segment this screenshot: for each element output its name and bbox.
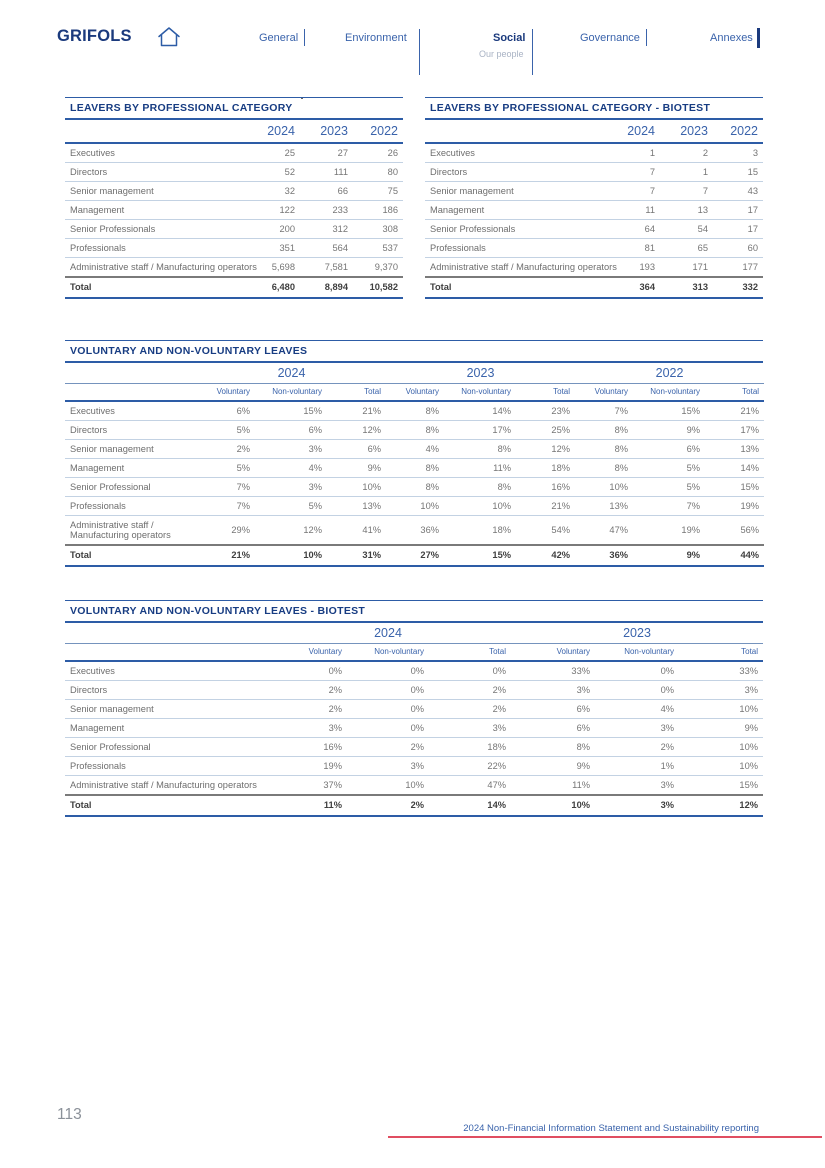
cell-value: 8% [575, 459, 633, 478]
cell-value: 364 [610, 277, 660, 298]
table-row [65, 421, 764, 440]
cell-value: 9% [679, 719, 763, 738]
year-header: 2024 [265, 623, 511, 644]
row-label: Administrative staff / Manufacturing operators [65, 516, 197, 546]
subheader-total: Total [679, 644, 763, 662]
row-label: Senior Professional [65, 738, 265, 757]
cell-value: 8% [444, 440, 516, 459]
cell-value: 60 [713, 239, 763, 258]
row-label: Senior management [425, 182, 610, 201]
cell-value: 0% [595, 681, 679, 700]
table-row [65, 776, 763, 796]
subheader-total: Total [327, 384, 386, 402]
cell-value: 2% [197, 440, 255, 459]
cell-value: 8% [386, 401, 444, 421]
cell-value: 3 [713, 143, 763, 163]
cell-value: 2% [347, 795, 429, 816]
table-row [425, 163, 763, 182]
leavers_biotest-table [425, 120, 763, 299]
table-title: LEAVERS BY PROFESSIONAL CATEGORY - BIOTEST [425, 97, 763, 120]
cell-value: 4% [595, 700, 679, 719]
leavers-table [65, 120, 403, 299]
cell-value: 26 [353, 143, 403, 163]
row-label: Professionals [425, 239, 610, 258]
cell-value: 308 [353, 220, 403, 239]
total-row [65, 277, 403, 298]
table-title: LEAVERS BY PROFESSIONAL CATEGORY [65, 97, 403, 120]
cell-value: 17 [713, 201, 763, 220]
cell-value: 7% [197, 497, 255, 516]
voluntary-table [65, 363, 764, 567]
cell-value: 13% [327, 497, 386, 516]
cell-value: 8% [511, 738, 595, 757]
row-label: Directors [425, 163, 610, 182]
cell-value: 31% [327, 545, 386, 566]
subheader-spacer [65, 384, 197, 402]
year-header: 2023 [300, 120, 353, 143]
cell-value: 3% [511, 681, 595, 700]
cell-value: 11% [511, 776, 595, 796]
subheader-total: Total [429, 644, 511, 662]
cell-value: 10% [255, 545, 327, 566]
cell-value: 42% [516, 545, 575, 566]
row-label: Directors [65, 681, 265, 700]
cell-value: 14% [705, 459, 764, 478]
grifols-logo: GRIFOLS [57, 27, 132, 45]
table-row [65, 182, 403, 201]
cell-value: 80 [353, 163, 403, 182]
cell-value: 65 [660, 239, 713, 258]
subheader-total: Total [516, 384, 575, 402]
cell-value: 16% [516, 478, 575, 497]
cell-value: 1% [595, 757, 679, 776]
cell-value: 3% [265, 719, 347, 738]
nav-item-environment[interactable]: Environment [345, 32, 407, 44]
table-row [65, 757, 763, 776]
year-header: 2022 [353, 120, 403, 143]
cell-value: 12% [516, 440, 575, 459]
table-row [425, 258, 763, 278]
cell-value: 10% [679, 757, 763, 776]
table-row [65, 738, 763, 757]
year-header: 2023 [511, 623, 763, 644]
cell-value: 5% [197, 421, 255, 440]
subheader-voluntary: Voluntary [575, 384, 633, 402]
cell-value: 6% [255, 421, 327, 440]
cell-value: 36% [575, 545, 633, 566]
cell-value: 186 [353, 201, 403, 220]
subheader-row [65, 644, 763, 662]
cell-value: 0% [595, 661, 679, 681]
row-label: Executives [65, 401, 197, 421]
row-label: Executives [65, 143, 250, 163]
subheader-total: Total [705, 384, 764, 402]
row-label: Management [65, 201, 250, 220]
nav-item-governance[interactable]: Governance [580, 32, 640, 44]
cell-value: 19% [633, 516, 705, 546]
subheader-voluntary: Voluntary [265, 644, 347, 662]
cell-value: 5% [255, 497, 327, 516]
cell-value: 15% [633, 401, 705, 421]
cell-value: 17% [444, 421, 516, 440]
cell-value: 111 [300, 163, 353, 182]
row-label: Executives [65, 661, 265, 681]
cell-value: 15% [679, 776, 763, 796]
cell-value: 37% [265, 776, 347, 796]
cell-value: 81 [610, 239, 660, 258]
page-number: 113 [57, 1106, 82, 1123]
cell-value: 10% [386, 497, 444, 516]
years-row [65, 363, 764, 384]
year-header: 2023 [386, 363, 575, 384]
cell-value: 11 [610, 201, 660, 220]
cell-value: 13 [660, 201, 713, 220]
nav-item-annexes[interactable]: Annexes [710, 32, 753, 44]
cell-value: 2% [429, 700, 511, 719]
cell-value: 64 [610, 220, 660, 239]
cell-value: 3% [347, 757, 429, 776]
row-label: Total [65, 545, 197, 566]
table-voluntary-and-non-voluntary-leaves [65, 340, 763, 567]
cell-value: 27% [386, 545, 444, 566]
cell-value: 5% [633, 459, 705, 478]
table-row [65, 700, 763, 719]
table-voluntary-and-non-voluntary-leaves-biotest [65, 600, 763, 817]
table-row [65, 201, 403, 220]
row-label: Senior management [65, 182, 250, 201]
cell-value: 5% [633, 478, 705, 497]
cell-value: 41% [327, 516, 386, 546]
years-row [425, 120, 763, 143]
year-header: 2024 [197, 363, 386, 384]
year-header: 2022 [575, 363, 764, 384]
home-icon[interactable] [156, 25, 182, 49]
cell-value: 3% [429, 719, 511, 738]
nav-separator [304, 29, 305, 46]
cell-value: 43 [713, 182, 763, 201]
row-label: Senior management [65, 700, 265, 719]
cell-value: 6,480 [250, 277, 300, 298]
year-header: 2024 [250, 120, 300, 143]
cell-value: 6% [511, 719, 595, 738]
year-spacer [65, 363, 197, 384]
cell-value: 36% [386, 516, 444, 546]
cell-value: 52 [250, 163, 300, 182]
cell-value: 56% [705, 516, 764, 546]
cell-value: 12% [255, 516, 327, 546]
subheader-row [65, 384, 764, 402]
cell-value: 27 [300, 143, 353, 163]
cell-value: 18% [444, 516, 516, 546]
table-row [65, 459, 764, 478]
cell-value: 54% [516, 516, 575, 546]
cell-value: 3% [595, 795, 679, 816]
cell-value: 9% [511, 757, 595, 776]
cell-value: 10% [679, 700, 763, 719]
row-label: Total [65, 795, 265, 816]
cell-value: 29% [197, 516, 255, 546]
cell-value: 66 [300, 182, 353, 201]
row-label: Management [65, 719, 265, 738]
cell-value: 13% [575, 497, 633, 516]
subheader-non-voluntary: Non-voluntary [595, 644, 679, 662]
cell-value: 2 [660, 143, 713, 163]
row-label: Senior Professionals [425, 220, 610, 239]
cell-value: 200 [250, 220, 300, 239]
years-row [65, 623, 763, 644]
row-label: Administrative staff / Manufacturing operators [65, 776, 265, 796]
cell-value: 9,370 [353, 258, 403, 278]
cell-value: 19% [265, 757, 347, 776]
row-label: Total [425, 277, 610, 298]
cell-value: 25% [516, 421, 575, 440]
cell-value: 10% [444, 497, 516, 516]
cell-value: 4% [255, 459, 327, 478]
row-label: Professionals [65, 239, 250, 258]
cell-value: 8,894 [300, 277, 353, 298]
cell-value: 44% [705, 545, 764, 566]
table-leavers-by-professional-category-biotest [425, 97, 763, 299]
table-row [425, 220, 763, 239]
cell-value: 15% [444, 545, 516, 566]
cell-value: 5,698 [250, 258, 300, 278]
cell-value: 8% [575, 421, 633, 440]
cell-value: 8% [444, 478, 516, 497]
year-header: 2024 [610, 120, 660, 143]
subheader-non-voluntary: Non-voluntary [633, 384, 705, 402]
cell-value: 21% [516, 497, 575, 516]
year-spacer [425, 120, 610, 143]
cell-value: 15 [713, 163, 763, 182]
row-label: Professionals [65, 757, 265, 776]
cell-value: 8% [386, 459, 444, 478]
subheader-non-voluntary: Non-voluntary [444, 384, 516, 402]
total-row [425, 277, 763, 298]
cell-value: 19% [705, 497, 764, 516]
table-row [425, 182, 763, 201]
row-label: Professionals [65, 497, 197, 516]
subheader-voluntary: Voluntary [386, 384, 444, 402]
year-spacer [65, 120, 250, 143]
cell-value: 0% [347, 661, 429, 681]
nav-subitem-our-people[interactable]: Our people [479, 49, 524, 59]
table-row [65, 661, 763, 681]
year-header: 2023 [660, 120, 713, 143]
cell-value: 21% [327, 401, 386, 421]
cell-value: 0% [347, 681, 429, 700]
cell-value: 9% [327, 459, 386, 478]
cell-value: 21% [705, 401, 764, 421]
cell-value: 351 [250, 239, 300, 258]
cell-value: 18% [516, 459, 575, 478]
table-row [65, 258, 403, 278]
cell-value: 6% [327, 440, 386, 459]
cell-value: 11% [444, 459, 516, 478]
cell-value: 0% [265, 661, 347, 681]
cell-value: 15% [705, 478, 764, 497]
table-leavers-by-professional-category [65, 97, 403, 299]
table-row [65, 220, 403, 239]
cell-value: 7,581 [300, 258, 353, 278]
row-label: Total [65, 277, 250, 298]
cell-value: 75 [353, 182, 403, 201]
row-label: Directors [65, 163, 250, 182]
cell-value: 33% [511, 661, 595, 681]
cell-value: 10% [511, 795, 595, 816]
cell-value: 14% [444, 401, 516, 421]
cell-value: 10% [327, 478, 386, 497]
subheader-non-voluntary: Non-voluntary [255, 384, 327, 402]
cell-value: 332 [713, 277, 763, 298]
cell-value: 1 [660, 163, 713, 182]
cell-value: 2% [429, 681, 511, 700]
cell-value: 8% [386, 421, 444, 440]
cell-value: 3% [255, 478, 327, 497]
total-row [65, 545, 764, 566]
cell-value: 3% [595, 719, 679, 738]
nav-separator [757, 28, 760, 48]
cell-value: 5% [197, 459, 255, 478]
subheader-voluntary: Voluntary [511, 644, 595, 662]
cell-value: 6% [511, 700, 595, 719]
cell-value: 15% [255, 401, 327, 421]
cell-value: 4% [386, 440, 444, 459]
cell-value: 3% [595, 776, 679, 796]
footer-accent-line [388, 1136, 822, 1138]
footer-report-title: 2024 Non-Financial Information Statement and Sustainability reporting [463, 1123, 759, 1134]
table-row [425, 201, 763, 220]
year-spacer [65, 623, 265, 644]
cell-value: 9% [633, 545, 705, 566]
cell-value: 6% [633, 440, 705, 459]
cell-value: 12% [679, 795, 763, 816]
cell-value: 17% [705, 421, 764, 440]
cell-value: 23% [516, 401, 575, 421]
cell-value: 47% [429, 776, 511, 796]
cell-value: 7 [610, 163, 660, 182]
cell-value: 22% [429, 757, 511, 776]
cell-value: 0% [347, 700, 429, 719]
row-label: Administrative staff / Manufacturing operators [425, 258, 610, 278]
nav-separator [646, 29, 647, 46]
years-row [65, 120, 403, 143]
cell-value: 10,582 [353, 277, 403, 298]
cell-value: 47% [575, 516, 633, 546]
cell-value: 6% [197, 401, 255, 421]
subheader-voluntary: Voluntary [197, 384, 255, 402]
total-row [65, 795, 763, 816]
row-label: Executives [425, 143, 610, 163]
table-title: VOLUNTARY AND NON-VOLUNTARY LEAVES [65, 340, 763, 363]
cell-value: 7% [197, 478, 255, 497]
cell-value: 54 [660, 220, 713, 239]
table-row [65, 681, 763, 700]
cell-value: 7 [610, 182, 660, 201]
table-title: VOLUNTARY AND NON-VOLUNTARY LEAVES - BIOTEST [65, 600, 763, 623]
cell-value: 17 [713, 220, 763, 239]
cell-value: 2% [595, 738, 679, 757]
cell-value: 193 [610, 258, 660, 278]
cell-value: 233 [300, 201, 353, 220]
cell-value: 537 [353, 239, 403, 258]
table-row [65, 497, 764, 516]
cell-value: 2% [265, 700, 347, 719]
cell-value: 3% [679, 681, 763, 700]
row-label: Senior Professional [65, 478, 197, 497]
row-label: Senior management [65, 440, 197, 459]
cell-value: 171 [660, 258, 713, 278]
cell-value: 33% [679, 661, 763, 681]
cell-value: 14% [429, 795, 511, 816]
table-row [425, 143, 763, 163]
nav-item-social[interactable]: Social [493, 32, 526, 44]
cell-value: 11% [265, 795, 347, 816]
cell-value: 8% [575, 440, 633, 459]
cell-value: 21% [197, 545, 255, 566]
nav-separator [532, 29, 533, 75]
voluntary_biotest-table [65, 623, 763, 817]
cell-value: 1 [610, 143, 660, 163]
cell-value: 32 [250, 182, 300, 201]
table-row [65, 719, 763, 738]
cell-value: 18% [429, 738, 511, 757]
year-header: 2022 [713, 120, 763, 143]
row-label: Management [425, 201, 610, 220]
cell-value: 564 [300, 239, 353, 258]
row-label: Management [65, 459, 197, 478]
nav-separator [419, 29, 420, 75]
table-row [65, 239, 403, 258]
cell-value: 313 [660, 277, 713, 298]
cell-value: 312 [300, 220, 353, 239]
cell-value: 9% [633, 421, 705, 440]
cell-value: 2% [347, 738, 429, 757]
table-row [65, 440, 764, 459]
table-row [65, 478, 764, 497]
row-label: Administrative staff / Manufacturing operators [65, 258, 250, 278]
subheader-spacer [65, 644, 265, 662]
cell-value: 10% [575, 478, 633, 497]
cell-value: 25 [250, 143, 300, 163]
row-label: Senior Professionals [65, 220, 250, 239]
table-row [65, 401, 764, 421]
cell-value: 12% [327, 421, 386, 440]
cell-value: 8% [386, 478, 444, 497]
cell-value: 177 [713, 258, 763, 278]
cell-value: 7% [633, 497, 705, 516]
table-row [65, 163, 403, 182]
cell-value: 0% [429, 661, 511, 681]
cell-value: 0% [347, 719, 429, 738]
table-row [65, 143, 403, 163]
cell-value: 10% [347, 776, 429, 796]
table-row [425, 239, 763, 258]
cell-value: 2% [265, 681, 347, 700]
nav-item-general[interactable]: General [259, 32, 299, 44]
cell-value: 7 [660, 182, 713, 201]
cell-value: 10% [679, 738, 763, 757]
table-row [65, 516, 764, 546]
cell-value: 7% [575, 401, 633, 421]
cell-value: 122 [250, 201, 300, 220]
row-label: Directors [65, 421, 197, 440]
subheader-non-voluntary: Non-voluntary [347, 644, 429, 662]
cell-value: 13% [705, 440, 764, 459]
cell-value: 16% [265, 738, 347, 757]
cell-value: 3% [255, 440, 327, 459]
